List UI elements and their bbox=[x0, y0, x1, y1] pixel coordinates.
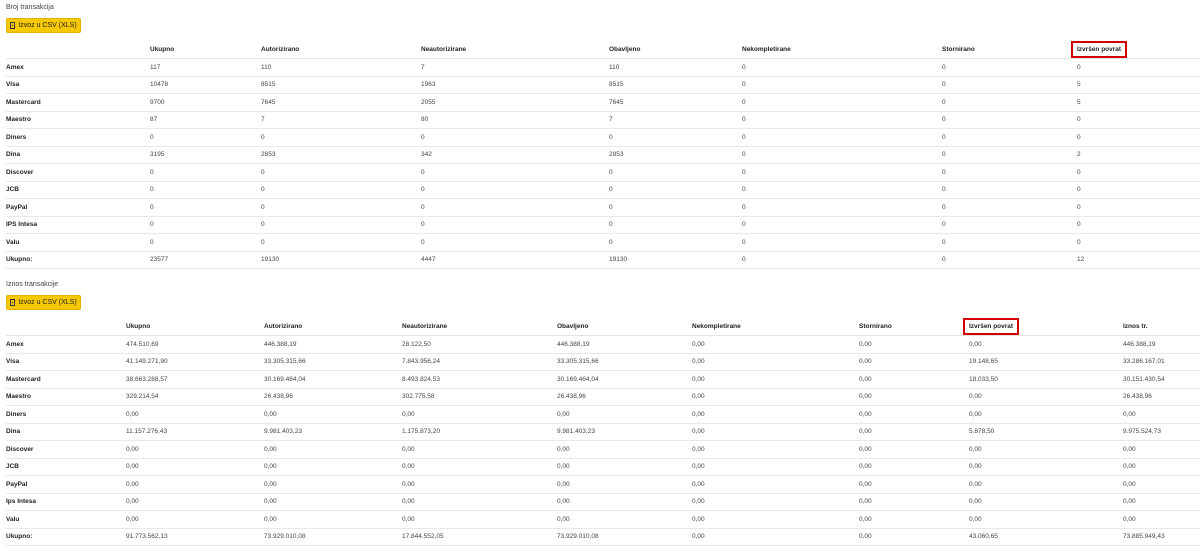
table-cell: 0,00 bbox=[402, 406, 557, 424]
table-cell: 5.878,50 bbox=[969, 423, 1123, 441]
column-header: Obavljeno bbox=[609, 40, 742, 59]
table-row bbox=[6, 441, 1200, 459]
table-cell: 0,00 bbox=[692, 406, 859, 424]
table-cell: 0,00 bbox=[264, 511, 402, 529]
table-cell: 43.060,65 bbox=[969, 528, 1123, 546]
table-cell: 110 bbox=[609, 59, 742, 77]
table-cell: 0 bbox=[150, 181, 261, 199]
table-cell: 0 bbox=[742, 216, 942, 234]
table-cell: 446.388,19 bbox=[557, 336, 692, 354]
table-row bbox=[6, 129, 1200, 147]
row-label: JCB bbox=[6, 181, 150, 199]
table-cell: 9.975.524,73 bbox=[1123, 423, 1200, 441]
row-label: Visa bbox=[6, 76, 150, 94]
table-cell: 7645 bbox=[261, 94, 421, 112]
column-header bbox=[969, 317, 1123, 336]
table-cell: 9.981.403,23 bbox=[264, 423, 402, 441]
count-table-header bbox=[6, 40, 1200, 59]
table-cell: 0,00 bbox=[859, 371, 969, 389]
table-cell: 26.438,96 bbox=[1123, 388, 1200, 406]
table-cell: 0 bbox=[609, 129, 742, 147]
table-cell: 0 bbox=[150, 199, 261, 217]
column-header bbox=[6, 317, 126, 336]
column-header: Autorizirano bbox=[261, 40, 421, 59]
table-cell: 73.929.010,08 bbox=[264, 528, 402, 546]
row-label: Discover bbox=[6, 164, 150, 182]
table-cell: 0 bbox=[1077, 129, 1200, 147]
table-cell: 3195 bbox=[150, 146, 261, 164]
count-export-csv-button[interactable] bbox=[6, 18, 81, 33]
table-cell: 0 bbox=[261, 199, 421, 217]
table-row bbox=[6, 251, 1200, 269]
table-cell: 0,00 bbox=[969, 388, 1123, 406]
table-cell: 0,00 bbox=[402, 511, 557, 529]
table-cell: 19130 bbox=[261, 251, 421, 269]
table-cell: 5 bbox=[1077, 94, 1200, 112]
row-label: Dina bbox=[6, 146, 150, 164]
row-label: Dina bbox=[6, 423, 126, 441]
table-cell: 0 bbox=[942, 181, 1077, 199]
table-cell: 7.843.956,24 bbox=[402, 353, 557, 371]
table-cell: 80 bbox=[421, 111, 609, 129]
table-cell: 0,00 bbox=[557, 406, 692, 424]
table-cell: 0,00 bbox=[859, 528, 969, 546]
table-cell: 0,00 bbox=[692, 423, 859, 441]
table-row bbox=[6, 511, 1200, 529]
highlighted-column-header: Izvršen povrat bbox=[1071, 41, 1127, 58]
table-cell: 0 bbox=[942, 251, 1077, 269]
table-cell: 1.175.873,20 bbox=[402, 423, 557, 441]
row-label: Maestro bbox=[6, 111, 150, 129]
table-row bbox=[6, 164, 1200, 182]
table-cell: 0 bbox=[261, 181, 421, 199]
table-row bbox=[6, 388, 1200, 406]
table-row bbox=[6, 111, 1200, 129]
table-cell: 0 bbox=[609, 234, 742, 252]
table-cell: 33.286.167,01 bbox=[1123, 353, 1200, 371]
table-cell: 87 bbox=[150, 111, 261, 129]
table-cell: 0 bbox=[421, 181, 609, 199]
table-cell: 0 bbox=[150, 234, 261, 252]
table-cell: 91.773.562,13 bbox=[126, 528, 264, 546]
column-header bbox=[6, 40, 150, 59]
table-cell: 0 bbox=[742, 251, 942, 269]
table-cell: 73.929.010,08 bbox=[557, 528, 692, 546]
table-cell: 0 bbox=[942, 129, 1077, 147]
table-row bbox=[6, 59, 1200, 77]
table-cell: 0 bbox=[742, 164, 942, 182]
table-cell: 117 bbox=[150, 59, 261, 77]
table-cell: 0,00 bbox=[859, 441, 969, 459]
table-row bbox=[6, 371, 1200, 389]
row-label: Maestro bbox=[6, 388, 126, 406]
table-cell: 0 bbox=[1077, 164, 1200, 182]
table-cell: 10478 bbox=[150, 76, 261, 94]
table-cell: 0 bbox=[421, 199, 609, 217]
row-label: Valu bbox=[6, 511, 126, 529]
column-header bbox=[1077, 40, 1200, 59]
table-row bbox=[6, 234, 1200, 252]
table-cell: 7 bbox=[261, 111, 421, 129]
table-cell: 0,00 bbox=[126, 406, 264, 424]
table-cell: 19.148,65 bbox=[969, 353, 1123, 371]
table-row bbox=[6, 216, 1200, 234]
column-header: Ukupno bbox=[150, 40, 261, 59]
table-cell: 0 bbox=[261, 129, 421, 147]
count-section-title: Broj transakcija bbox=[6, 4, 54, 11]
table-cell: 0,00 bbox=[969, 458, 1123, 476]
table-cell: 0 bbox=[1077, 111, 1200, 129]
table-cell: 0 bbox=[1077, 234, 1200, 252]
table-cell: 446.388,19 bbox=[1123, 336, 1200, 354]
table-cell: 0 bbox=[261, 234, 421, 252]
table-cell: 302.775,58 bbox=[402, 388, 557, 406]
table-cell: 0,00 bbox=[1123, 441, 1200, 459]
table-cell: 4447 bbox=[421, 251, 609, 269]
table-cell: 0,00 bbox=[264, 458, 402, 476]
table-cell: 0 bbox=[742, 94, 942, 112]
table-cell: 0 bbox=[609, 199, 742, 217]
table-cell: 0 bbox=[421, 216, 609, 234]
table-cell: 0,00 bbox=[264, 406, 402, 424]
table-cell: 38.663.288,57 bbox=[126, 371, 264, 389]
table-cell: 7645 bbox=[609, 94, 742, 112]
row-label: Diners bbox=[6, 406, 126, 424]
count-table bbox=[6, 40, 1200, 269]
table-cell: 0 bbox=[942, 164, 1077, 182]
table-cell: 0 bbox=[942, 216, 1077, 234]
table-row bbox=[6, 336, 1200, 354]
row-label: IPS Intesa bbox=[6, 216, 150, 234]
table-cell: 0 bbox=[942, 234, 1077, 252]
table-cell: 0,00 bbox=[1123, 476, 1200, 494]
row-label: Ukupno: bbox=[6, 528, 126, 546]
table-cell: 0 bbox=[150, 129, 261, 147]
column-header: Neautorizirane bbox=[402, 317, 557, 336]
table-cell: 41.149.271,90 bbox=[126, 353, 264, 371]
table-cell: 0,00 bbox=[557, 511, 692, 529]
column-header: Iznos tr. bbox=[1123, 317, 1200, 336]
table-cell: 73.885.949,43 bbox=[1123, 528, 1200, 546]
table-cell: 33.305.315,66 bbox=[264, 353, 402, 371]
amount-table bbox=[6, 317, 1200, 546]
table-cell: 0 bbox=[421, 129, 609, 147]
table-row bbox=[6, 458, 1200, 476]
table-cell: 0,00 bbox=[692, 528, 859, 546]
table-cell: 0,00 bbox=[692, 458, 859, 476]
column-header: Neautorizirane bbox=[421, 40, 609, 59]
table-row bbox=[6, 181, 1200, 199]
row-label: Ips Intesa bbox=[6, 493, 126, 511]
table-cell: 2055 bbox=[421, 94, 609, 112]
table-cell: 0,00 bbox=[692, 336, 859, 354]
table-cell: 0 bbox=[942, 59, 1077, 77]
table-cell: 12 bbox=[1077, 251, 1200, 269]
table-cell: 0,00 bbox=[126, 458, 264, 476]
table-cell: 8.493.824,53 bbox=[402, 371, 557, 389]
table-cell: 0,00 bbox=[402, 458, 557, 476]
table-cell: 0 bbox=[942, 76, 1077, 94]
table-cell: 0 bbox=[742, 146, 942, 164]
row-label: JCB bbox=[6, 458, 126, 476]
amount-export-label: Izvoz u CSV (XLS) bbox=[18, 299, 77, 306]
table-cell: 0,00 bbox=[557, 458, 692, 476]
table-cell: 0,00 bbox=[969, 511, 1123, 529]
table-cell: 0,00 bbox=[692, 441, 859, 459]
table-cell: 23577 bbox=[150, 251, 261, 269]
table-cell: 0 bbox=[261, 164, 421, 182]
table-cell: 0 bbox=[421, 164, 609, 182]
table-cell: 0 bbox=[942, 146, 1077, 164]
row-label: Amex bbox=[6, 59, 150, 77]
table-cell: 0 bbox=[150, 164, 261, 182]
table-row bbox=[6, 528, 1200, 546]
table-cell: 0 bbox=[150, 216, 261, 234]
table-row bbox=[6, 493, 1200, 511]
table-cell: 0 bbox=[942, 199, 1077, 217]
table-cell: 0 bbox=[942, 111, 1077, 129]
row-label: Mastercard bbox=[6, 94, 150, 112]
table-cell: 0,00 bbox=[264, 476, 402, 494]
table-cell: 0,00 bbox=[969, 476, 1123, 494]
column-header: Obavljeno bbox=[557, 317, 692, 336]
table-cell: 0,00 bbox=[859, 493, 969, 511]
table-cell: 0,00 bbox=[859, 511, 969, 529]
table-cell: 0,00 bbox=[859, 458, 969, 476]
table-cell: 0,00 bbox=[126, 476, 264, 494]
table-cell: 474.510,69 bbox=[126, 336, 264, 354]
table-cell: 329.214,54 bbox=[126, 388, 264, 406]
table-cell: 0,00 bbox=[859, 406, 969, 424]
table-cell: 0 bbox=[742, 129, 942, 147]
row-label: Mastercard bbox=[6, 371, 126, 389]
table-cell: 0,00 bbox=[969, 493, 1123, 511]
table-cell: 0,00 bbox=[859, 388, 969, 406]
table-row bbox=[6, 423, 1200, 441]
row-label: PayPal bbox=[6, 476, 126, 494]
table-cell: 342 bbox=[421, 146, 609, 164]
table-cell: 0,00 bbox=[969, 336, 1123, 354]
table-row bbox=[6, 94, 1200, 112]
column-header: Stornirano bbox=[942, 40, 1077, 59]
column-header: Autorizirano bbox=[264, 317, 402, 336]
table-cell: 0,00 bbox=[557, 476, 692, 494]
table-cell: 0,00 bbox=[969, 406, 1123, 424]
table-cell: 0,00 bbox=[1123, 406, 1200, 424]
table-cell: 0,00 bbox=[692, 388, 859, 406]
table-cell: 0,00 bbox=[557, 441, 692, 459]
table-cell: 2853 bbox=[609, 146, 742, 164]
column-header: Nekompletirane bbox=[692, 317, 859, 336]
table-cell: 2853 bbox=[261, 146, 421, 164]
table-cell: 0,00 bbox=[692, 353, 859, 371]
table-cell: 0 bbox=[742, 59, 942, 77]
table-row bbox=[6, 76, 1200, 94]
table-cell: 28.122,50 bbox=[402, 336, 557, 354]
table-cell: 2 bbox=[1077, 146, 1200, 164]
table-cell: 0,00 bbox=[1123, 458, 1200, 476]
table-cell: 0,00 bbox=[1123, 493, 1200, 511]
table-cell: 0 bbox=[421, 234, 609, 252]
count-export-label: Izvoz u CSV (XLS) bbox=[18, 22, 77, 29]
table-cell: 17.844.552,05 bbox=[402, 528, 557, 546]
table-cell: 0,00 bbox=[402, 441, 557, 459]
table-cell: 26.438,96 bbox=[557, 388, 692, 406]
table-cell: 11.157.276,43 bbox=[126, 423, 264, 441]
table-cell: 8515 bbox=[609, 76, 742, 94]
table-cell: 0,00 bbox=[692, 476, 859, 494]
table-cell: 0 bbox=[742, 199, 942, 217]
table-cell: 0 bbox=[261, 216, 421, 234]
table-cell: 0 bbox=[1077, 181, 1200, 199]
table-cell: 0 bbox=[742, 181, 942, 199]
table-cell: 0,00 bbox=[692, 493, 859, 511]
table-cell: 0,00 bbox=[692, 371, 859, 389]
table-cell: 446.388,19 bbox=[264, 336, 402, 354]
table-row bbox=[6, 199, 1200, 217]
table-cell: 1963 bbox=[421, 76, 609, 94]
amount-table-header bbox=[6, 317, 1200, 336]
table-cell: 18.033,50 bbox=[969, 371, 1123, 389]
table-cell: 0,00 bbox=[126, 493, 264, 511]
table-cell: 0 bbox=[609, 181, 742, 199]
table-cell: 0 bbox=[742, 76, 942, 94]
table-cell: 0,00 bbox=[859, 423, 969, 441]
table-cell: 0,00 bbox=[859, 336, 969, 354]
table-cell: 0,00 bbox=[126, 511, 264, 529]
table-cell: 0,00 bbox=[126, 441, 264, 459]
table-cell: 0,00 bbox=[264, 493, 402, 511]
table-cell: 26.438,96 bbox=[264, 388, 402, 406]
table-cell: 0,00 bbox=[402, 493, 557, 511]
table-cell: 0,00 bbox=[557, 493, 692, 511]
table-cell: 0 bbox=[1077, 199, 1200, 217]
document-icon bbox=[10, 22, 15, 29]
table-cell: 7 bbox=[609, 111, 742, 129]
table-cell: 0 bbox=[609, 216, 742, 234]
table-cell: 30.169.464,04 bbox=[557, 371, 692, 389]
row-label: Discover bbox=[6, 441, 126, 459]
table-cell: 8515 bbox=[261, 76, 421, 94]
amount-section-title: Iznos transakcije bbox=[6, 281, 59, 288]
row-label: Diners bbox=[6, 129, 150, 147]
table-cell: 0 bbox=[1077, 59, 1200, 77]
table-row bbox=[6, 406, 1200, 424]
table-cell: 0,00 bbox=[859, 476, 969, 494]
table-cell: 0 bbox=[942, 94, 1077, 112]
table-row bbox=[6, 146, 1200, 164]
table-cell: 0 bbox=[742, 234, 942, 252]
column-header: Stornirano bbox=[859, 317, 969, 336]
table-cell: 110 bbox=[261, 59, 421, 77]
row-label: Ukupno: bbox=[6, 251, 150, 269]
table-cell: 0 bbox=[609, 164, 742, 182]
table-cell: 30.169.464,04 bbox=[264, 371, 402, 389]
table-cell: 30.151.430,54 bbox=[1123, 371, 1200, 389]
row-label: Amex bbox=[6, 336, 126, 354]
amount-export-csv-button[interactable] bbox=[6, 295, 81, 310]
table-cell: 0 bbox=[742, 111, 942, 129]
column-header: Ukupno bbox=[126, 317, 264, 336]
highlighted-column-header: Izvršen povrat bbox=[963, 318, 1019, 335]
table-cell: 33.305.315,66 bbox=[557, 353, 692, 371]
table-cell: 9700 bbox=[150, 94, 261, 112]
row-label: PayPal bbox=[6, 199, 150, 217]
table-cell: 0,00 bbox=[969, 441, 1123, 459]
column-header: Nekompletirane bbox=[742, 40, 942, 59]
table-cell: 5 bbox=[1077, 76, 1200, 94]
table-cell: 0,00 bbox=[859, 353, 969, 371]
document-icon bbox=[10, 299, 15, 306]
table-cell: 19130 bbox=[609, 251, 742, 269]
table-cell: 0 bbox=[1077, 216, 1200, 234]
table-cell: 0,00 bbox=[1123, 511, 1200, 529]
row-label: Valu bbox=[6, 234, 150, 252]
table-row bbox=[6, 353, 1200, 371]
table-cell: 9.981.403,23 bbox=[557, 423, 692, 441]
table-cell: 7 bbox=[421, 59, 609, 77]
table-cell: 0,00 bbox=[692, 511, 859, 529]
table-cell: 0,00 bbox=[402, 476, 557, 494]
table-row bbox=[6, 476, 1200, 494]
table-cell: 0,00 bbox=[264, 441, 402, 459]
row-label: Visa bbox=[6, 353, 126, 371]
